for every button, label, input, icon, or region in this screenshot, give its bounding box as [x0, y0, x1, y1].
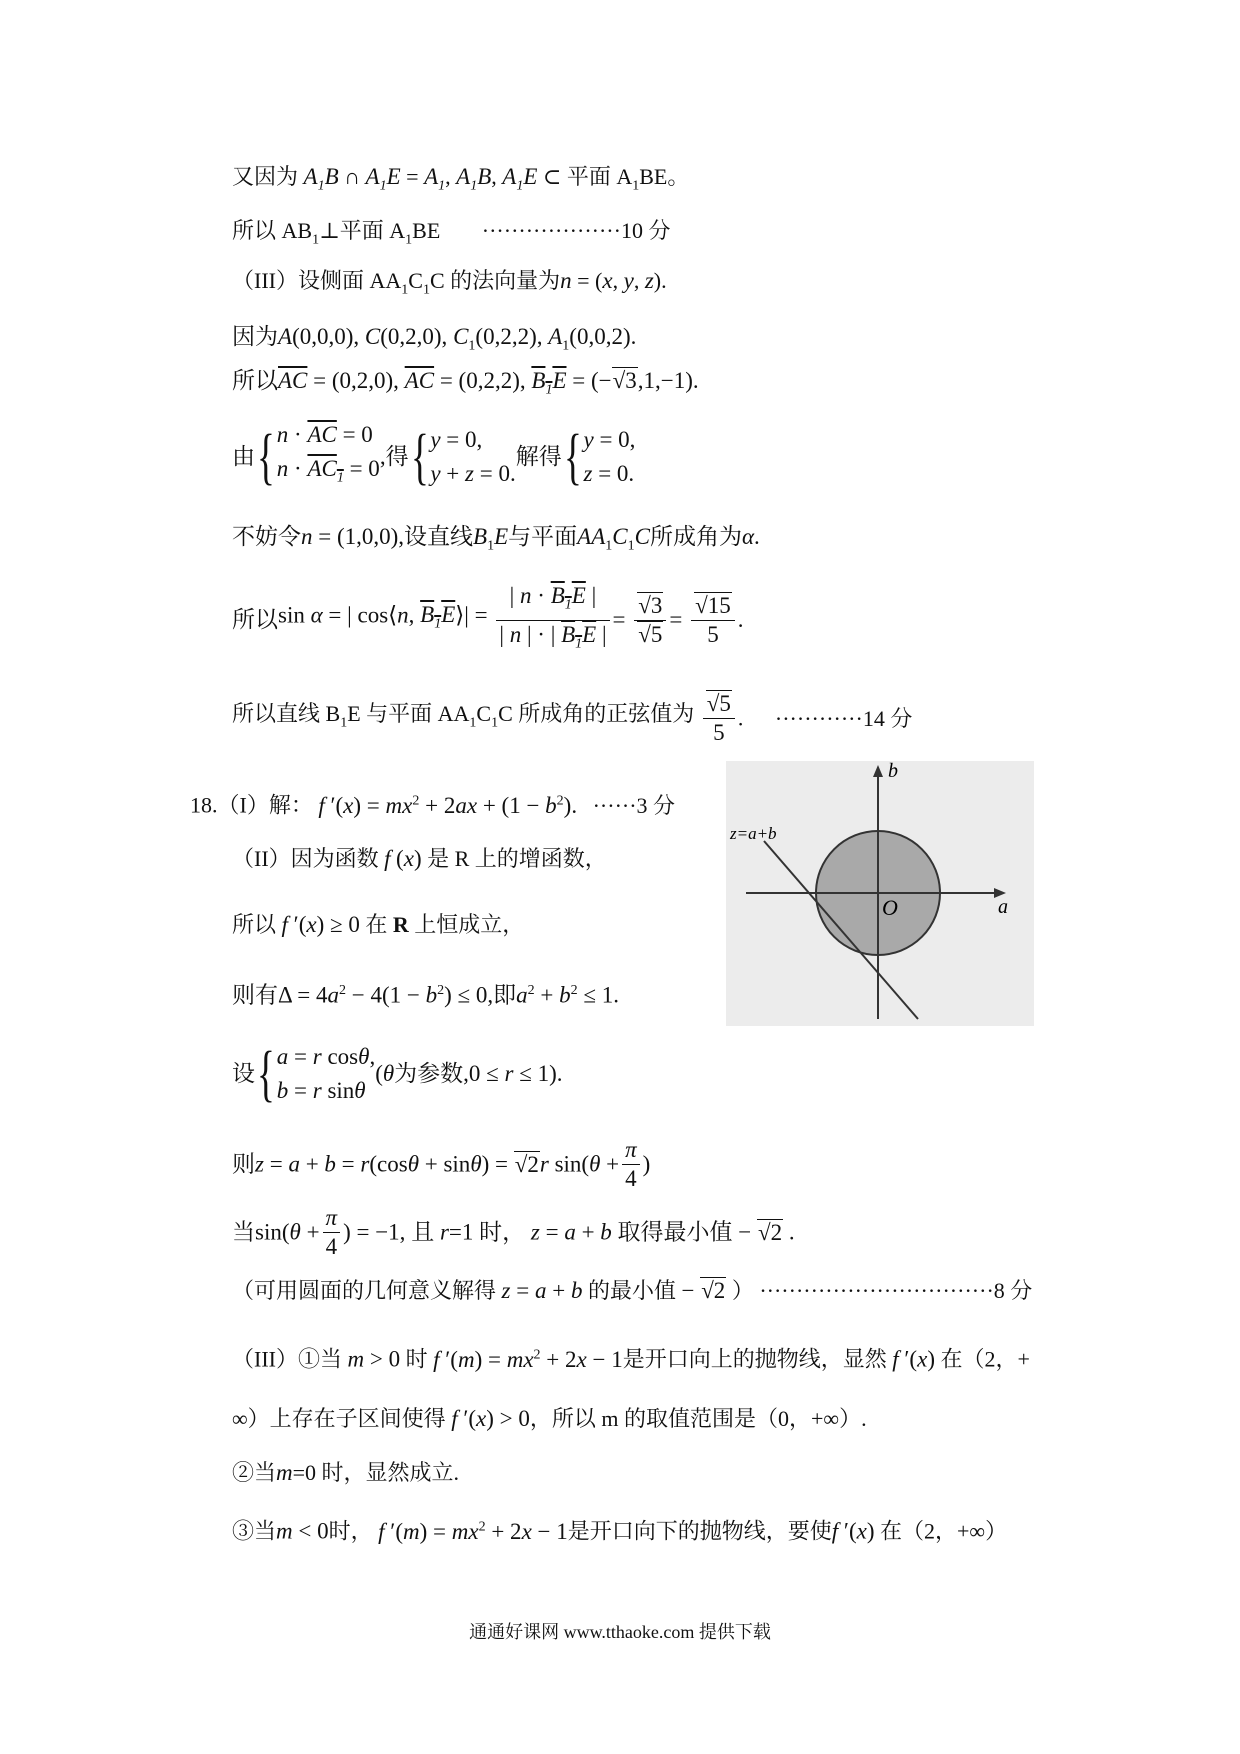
q18-line-7: 当sin(θ + $\frac{\pi}{4}$ ) = −1, 且 r=1 时， z = a + b 取得最小值 − √2 .: [232, 1205, 795, 1259]
text-line-8: 所以sin α = | cos⟨n, $B_1E⟩|$ = $\frac{| n \cdot B_1E |}{| n | \cdot | B_1E |}$ = $\frac{√3}{√5}$ = $\frac{√15}{5}$ .: [232, 583, 744, 652]
circle-diagram: [726, 761, 1034, 1026]
q18-line-11: ②当m=0 时，显然成立.: [232, 1460, 460, 1485]
b-axis-arrow: [873, 765, 883, 777]
text-line-7: 不妨令n = (1,0,0),设直线$B_1E$与平面$AA_1C_1C$所成角为α.: [232, 524, 760, 554]
score-14: ············14 分: [774, 705, 913, 731]
q18-line-12: ③当m < 0时， f $'(m) = mx^2 + 2x - 1$是开口向下的抛物线，要使f ′(x) 在（2，+∞）: [232, 1518, 1008, 1544]
text-line-6: 由{$n \cdot \overline{AC} = 0$ $n \cdot AC_1 = 0$,得{y = 0, y + z = 0.解得{y = 0, z = 0.: [232, 422, 636, 491]
page-footer: 通通好课网 www.tthaoke.com 提供下载: [469, 1622, 771, 1642]
text-line-1: 又因为 $A_1B$ ∩ $A_1E = A_1$, $A_1B$, $A_1E$ ⊂ 平面 $A_1BE$。: [232, 164, 690, 194]
q18-line-4: 则有$\Delta = 4a^2 - 4(1 - b^2) \le 0$,即$a^2 + b^2 \le 1$.: [232, 982, 620, 1008]
score-8: ································8 分: [759, 1278, 1033, 1303]
text-line-4: 因为A(0,0,0), C(0,2,0), $C_1(0,2,2)$, $A_1(0,0,2)$.: [232, 324, 637, 354]
label-b: b: [888, 761, 898, 782]
q18-line-9: （III）①当 m > 0 时 f $'(m) = mx^2 + 2x - 1$是开口向上的抛物线，显然 f ′(x) 在（2，+: [232, 1346, 1030, 1372]
q18-line-2: （II）因为函数 f (x) 是 R 上的增函数，: [232, 846, 607, 871]
q18-line-6: 则z = a + b = r(cosθ + sinθ) = √2r sin(θ + $\frac{\pi}{4}$ ): [232, 1137, 651, 1191]
text-line-9: 所以直线 $B_1E$ 与平面 $AA_1C_1C$ 所成角的正弦值为 $\frac{√5}{5}$ . ············14 分: [232, 691, 913, 745]
circle-figure: [726, 761, 1034, 1026]
q18-line-8: （可用圆面的几何意义解得 z = a + b 的最小值 − √2 ） ································8 分: [232, 1278, 1033, 1303]
label-line: z=a+b: [730, 824, 777, 843]
q18-line-5: 设{a = r cosθ, b = r sinθ(θ为参数,0 ≤ r ≤ 1).: [232, 1040, 563, 1108]
score-10: ···················10 分: [481, 218, 671, 243]
q18-line-10: ∞）上存在子区间使得 f ′(x) > 0，所以 m 的取值范围是（0，+∞）.: [232, 1406, 867, 1431]
q18-line-1: 18.（I）解： f $'(x) = mx^2 + 2ax + (1 - b^2)$. ······3 分: [190, 792, 676, 818]
question-number: 18.: [190, 792, 218, 818]
label-origin: O: [882, 895, 898, 920]
label-a: a: [998, 896, 1008, 918]
text-line-2: 所以 $AB_1\perp$平面 $A_1BE \cdot\cdot\cdot\cdot\cdot\cdot\cdot\cdot\cdot\cdot\cdot\cdot\cdot\cdot\cdot\cdot\cdot\cdot\cdot 10$ 分: [232, 218, 671, 248]
text-line-5: 所以$\overline{AC} = (0,2,0)$, $\overline{AC} = (0,2,2)$, $B_1E = (-√3,1,-1)$.: [232, 368, 699, 398]
text-line-3: （III）设侧面 $AA_1C_1C$ 的法向量为n = (x, y, z).: [232, 268, 667, 298]
score-3: ······3 分: [592, 792, 676, 818]
q18-line-3: 所以 f ′(x) ≥ 0 在 R 上恒成立，: [232, 912, 525, 937]
